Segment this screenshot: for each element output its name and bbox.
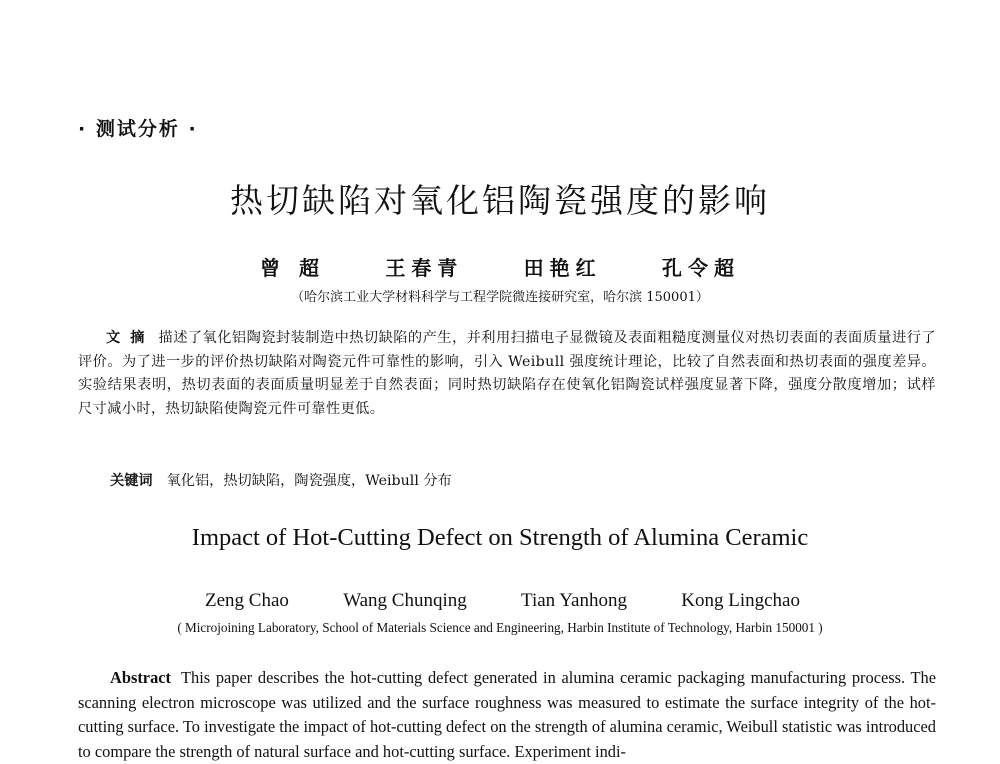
abstract-en	[78, 666, 936, 764]
affiliation-cn: （哈尔滨工业大学材料科学与工程学院微连接研究室，哈尔滨 150001）	[291, 290, 709, 305]
author-en: Tian Yanhong	[521, 590, 627, 611]
section-tag: · 测试分析 ·	[78, 118, 198, 140]
abstract-en-label: Abstract	[110, 668, 171, 687]
authors-en	[205, 590, 800, 612]
abstract-cn	[78, 327, 936, 421]
abstract-en-text: This paper describes the hot-cutting defect generated in alumina ceramic packaging manufacturing process. The scanning electron microscope was utilized and the surface roughness was measured to estimate the surface integrity of the hot-cutting surface. To investigate the impact of hot-cutting defect on the strength of alumina ceramic, Weibull statistic was introduced to compare the strength of natural surface and hot-cutting surface. Experiment indi-	[78, 668, 936, 761]
paper-title-en: Impact of Hot-Cutting Defect on Strength of Alumina Ceramic	[191, 524, 809, 551]
author-cn: 孔令超	[662, 256, 740, 280]
paper-title-cn: 热切缺陷对氧化铝陶瓷强度的影响	[230, 181, 770, 220]
author-en: Zeng Chao	[205, 590, 289, 611]
author-cn: 田艳红	[523, 256, 602, 280]
author-cn: 曾 超	[260, 256, 325, 280]
affiliation-en: ( Microjoining Laboratory, School of Materials Science and Engineering, Harbin Institute of Technology, Harbin 150001 )	[177, 620, 823, 635]
author-cn: 王春青	[385, 256, 464, 280]
abstract-cn-text: 描述了氧化铝陶瓷封装制造中热切缺陷的产生，并利用扫描电子显微镜及表面粗糙度测量仪对热切表面的表面质量进行了评价。为了进一步的评价热切缺陷对陶瓷元件可靠性的影响，引入 Weibull 强度统计理论，比较了自然表面和热切表面的强度差异。实验结果表明，热切表面的表面质量明显差于自然表面；同时热切缺陷存在使氧化铝陶瓷试样强度显著下降，强度分散度增加；试样尺寸减小时，热切缺陷使陶瓷元件可靠性更低。	[78, 330, 936, 417]
author-en: Wang Chunqing	[343, 590, 467, 611]
author-en: Kong Lingchao	[681, 590, 800, 611]
keywords-cn-text: 氧化铝，热切缺陷，陶瓷强度，Weibull 分布	[166, 473, 452, 489]
authors-cn	[260, 252, 740, 281]
keywords-cn	[110, 470, 452, 490]
keywords-cn-label: 关键词	[110, 473, 153, 489]
abstract-cn-label: 文摘	[106, 330, 155, 346]
